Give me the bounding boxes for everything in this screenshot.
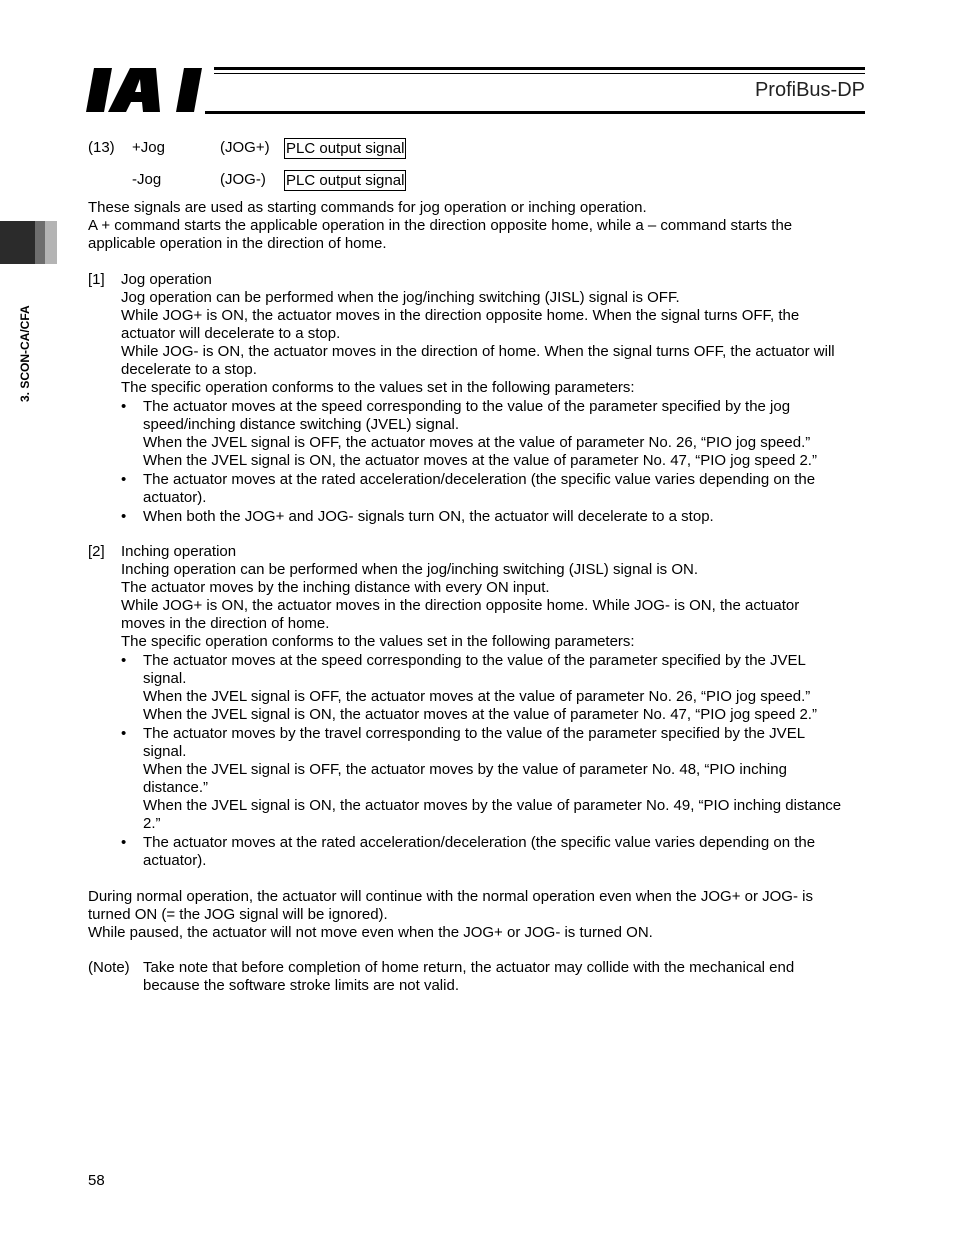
bullet-line: When the JVEL signal is ON, the actuator moves at the value of parameter No. 47, “PIO jog speed 2.” xyxy=(143,452,817,469)
bullet-item xyxy=(143,725,841,833)
chapter-tab-light xyxy=(45,221,57,264)
bullet-icon: • xyxy=(121,652,127,669)
closing-paragraph xyxy=(88,888,813,942)
header-rule-bottom xyxy=(205,111,865,114)
product-name: ProfiBus-DP xyxy=(754,79,865,101)
section-number: [1] xyxy=(88,271,105,288)
body-line: actuator will decelerate to a stop. xyxy=(121,325,341,342)
signal-code: (JOG-) xyxy=(220,171,266,188)
logo-letter-i2 xyxy=(176,68,202,112)
bullet-item xyxy=(143,398,817,470)
chapter-tab-dark xyxy=(0,221,35,264)
body-line: While JOG+ is ON, the actuator moves in the direction opposite home. While JOG- is ON, the actuator xyxy=(121,597,800,614)
logo-letter-a xyxy=(108,68,160,112)
section-body xyxy=(121,561,799,651)
chapter-label: 3. SCON-CA/CFA xyxy=(18,305,32,402)
body-line: While JOG- is ON, the actuator moves in the direction of home. When the signal turns OFF, the actuator will xyxy=(121,343,835,360)
bullet-icon: • xyxy=(121,398,127,415)
signal-type-box: PLC output signal xyxy=(286,172,405,189)
bullet-line: The actuator moves at the rated acceleration/deceleration (the specific value varies depending on the xyxy=(143,471,816,488)
section-body xyxy=(121,289,835,397)
bullet-line: The actuator moves by the travel corresponding to the value of the parameter specified by the JVEL xyxy=(143,725,806,742)
header-rule-thin xyxy=(214,73,865,74)
body-line: Inching operation can be performed when the jog/inching switching (JISL) signal is ON. xyxy=(121,561,698,578)
intro-line: These signals are used as starting commands for jog operation or inching operation. xyxy=(88,199,647,216)
bullet-line: When the JVEL signal is ON, the actuator moves by the value of parameter No. 49, “PIO inching distance xyxy=(143,797,842,814)
bullet-line: When the JVEL signal is OFF, the actuator moves at the value of parameter No. 26, “PIO jog speed.” xyxy=(143,434,811,451)
intro-line: applicable operation in the direction of home. xyxy=(88,235,387,252)
bullet-icon: • xyxy=(121,508,127,525)
bullet-line: actuator). xyxy=(143,489,207,506)
bullet-line: 2.” xyxy=(143,815,161,832)
bullet-line: The actuator moves at the speed corresponding to the value of the parameter specified by the JVEL xyxy=(143,652,806,669)
iai-logo xyxy=(86,66,210,114)
section-number: [2] xyxy=(88,543,105,560)
note-body xyxy=(143,959,794,995)
note-line: because the software stroke limits are not valid. xyxy=(143,977,459,994)
body-line: Jog operation can be performed when the jog/inching switching (JISL) signal is OFF. xyxy=(121,289,680,306)
body-line: decelerate to a stop. xyxy=(121,361,257,378)
bullet-line: When both the JOG+ and JOG- signals turn ON, the actuator will decelerate to a stop. xyxy=(143,508,714,525)
bullet-line: When the JVEL signal is OFF, the actuator moves at the value of parameter No. 26, “PIO jog speed.” xyxy=(143,688,811,705)
bullet-icon: • xyxy=(121,471,127,488)
body-line: During normal operation, the actuator will continue with the normal operation even when the JOG+ or JOG- is xyxy=(88,888,813,905)
body-line: While paused, the actuator will not move even when the JOG+ or JOG- is turned ON. xyxy=(88,924,653,941)
page-number: 58 xyxy=(88,1172,105,1189)
bullet-icon: • xyxy=(121,725,127,742)
bullet-line: speed/inching distance switching (JVEL) signal. xyxy=(143,416,460,433)
bullet-line: actuator). xyxy=(143,852,207,869)
bullet-line: signal. xyxy=(143,743,187,760)
note-label: (Note) xyxy=(88,959,130,976)
bullet-line: When the JVEL signal is OFF, the actuator moves by the value of parameter No. 48, “PIO inching xyxy=(143,761,787,778)
body-line: While JOG+ is ON, the actuator moves in the direction opposite home. When the signal turns OFF, the xyxy=(121,307,800,324)
bullet-item xyxy=(143,834,815,870)
bullet-icon: • xyxy=(121,834,127,851)
logo-letter-i1 xyxy=(86,68,112,112)
header-rule-top xyxy=(214,67,865,70)
intro-line: A + command starts the applicable operation in the direction opposite home, while a – command starts the xyxy=(88,217,793,234)
note-line: Take note that before completion of home return, the actuator may collide with the mechanical end xyxy=(143,959,795,976)
bullet-item xyxy=(143,508,714,526)
body-line: turned ON (= the JOG signal will be ignored). xyxy=(88,906,388,923)
signal-type-box: PLC output signal xyxy=(286,140,405,157)
signal-code: (JOG+) xyxy=(220,139,270,156)
chapter-tab-mid xyxy=(35,221,45,264)
body-line: The specific operation conforms to the values set in the following parameters: xyxy=(121,633,635,650)
body-line: moves in the direction of home. xyxy=(121,615,330,632)
bullet-line: The actuator moves at the rated acceleration/deceleration (the specific value varies depending on the xyxy=(143,834,816,851)
section-title: Inching operation xyxy=(121,543,237,560)
signal-name: +Jog xyxy=(132,139,165,156)
bullet-line: When the JVEL signal is ON, the actuator moves at the value of parameter No. 47, “PIO jog speed 2.” xyxy=(143,706,817,723)
bullet-item xyxy=(143,652,817,724)
signal-number: (13) xyxy=(88,139,115,156)
section-title: Jog operation xyxy=(121,271,212,288)
bullet-line: distance.” xyxy=(143,779,209,796)
bullet-line: signal. xyxy=(143,670,187,687)
body-line: The specific operation conforms to the values set in the following parameters: xyxy=(121,379,635,396)
body-line: The actuator moves by the inching distance with every ON input. xyxy=(121,579,550,596)
signal-name: -Jog xyxy=(132,171,162,188)
bullet-line: The actuator moves at the speed corresponding to the value of the parameter specified by the jog xyxy=(143,398,791,415)
bullet-item xyxy=(143,471,815,507)
